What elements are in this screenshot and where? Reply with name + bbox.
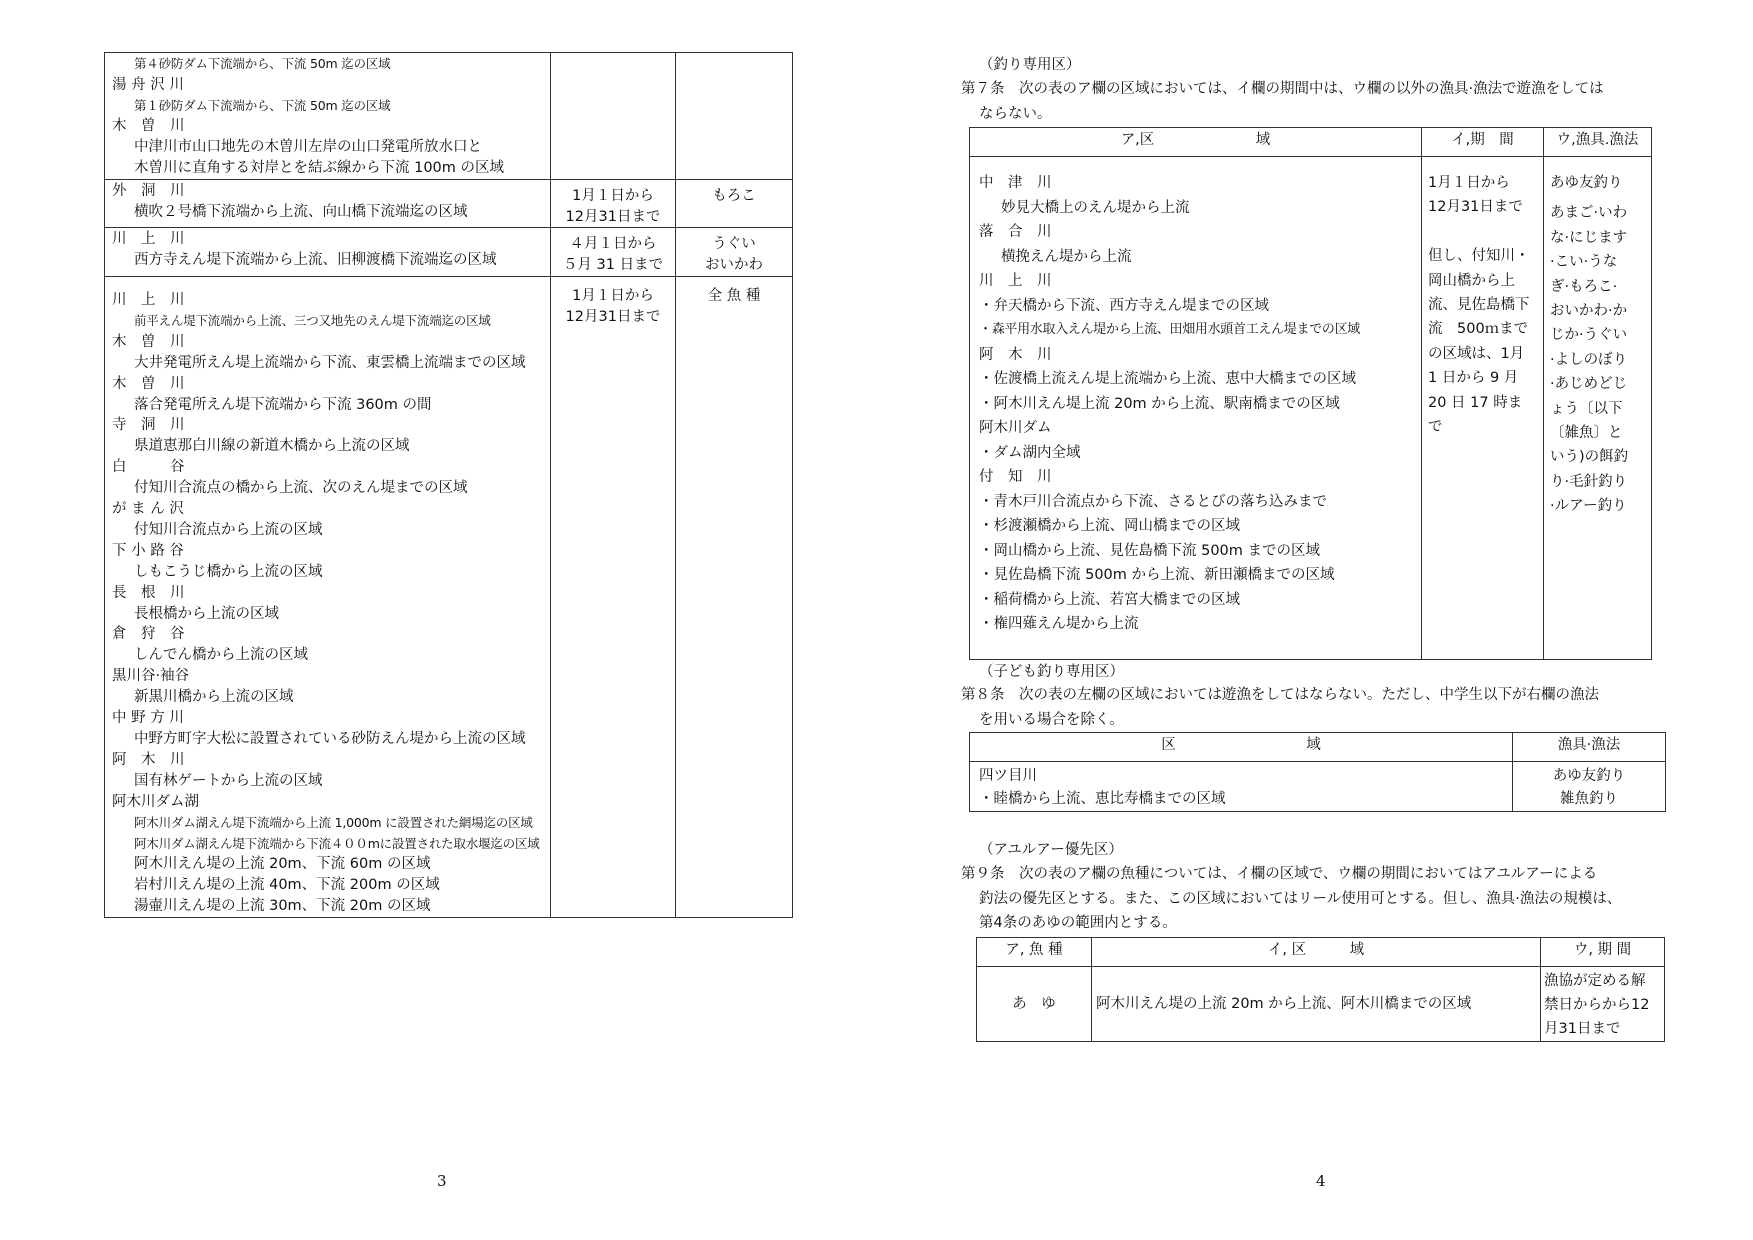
period-line: 禁日からから12 [1544,997,1650,1013]
area-line: 横吹２号橋下流端から上流、向山橋下流端迄の区域 [134,203,468,220]
period-line: 流、見佐島橋下 [1428,297,1530,314]
header-zone: 区 域 [970,733,1513,762]
period-line: ４月１日から [569,236,657,253]
fishing-area-table [104,52,793,918]
area-cell [105,277,550,917]
area-line: ・青木戸川合流点から下流、さるとびの落ち込みまで [979,493,1327,510]
area-line: 木 曽 川 [112,118,185,135]
area-line: 横挽えん堤から上流 [1001,248,1132,265]
area-line: ・権四薙えん堤から上流 [979,616,1139,632]
area-line: 大井発電所えん堤上流端から下流、東雲橋上流端までの区域 [134,354,526,371]
area-line: 倉 狩 谷 [112,626,185,643]
period-cell [1541,967,1664,1041]
species-line: 全 魚 種 [707,287,761,304]
area-line: 岩村川えん堤の上流 40m、下流 200m の区域 [134,877,440,894]
right-page [876,0,1753,1240]
article9-line3: 第4条のあゆの範囲内とする。 [979,915,1177,931]
area-line: 中 野 方 川 [112,710,184,727]
header-gear: 漁具·漁法 [1513,733,1666,762]
gear-line: あまご·いわ [1550,205,1628,222]
area-line: 長 根 川 [112,584,185,601]
species-line: もろこ [712,187,756,204]
area-cell [105,180,550,223]
area-line: 阿木川えん堤の上流 20m、下流 60m の区域 [134,856,431,873]
zone-line: 四ツ目川 [979,768,1037,784]
area-line: 付 知 川 [979,469,1052,485]
species-line: おいかわ [705,257,763,274]
area-line: 川 上 川 [112,291,185,308]
area-line: ・見佐島橋下流 500m から上流、新田瀬橋までの区域 [979,567,1335,583]
area-line: しもこうじ橋から上流の区域 [134,563,323,580]
table-row [105,53,793,180]
header-species: ア, 魚 種 [977,938,1092,967]
area-cell [970,157,1421,637]
area-line: 付知川合流点の橋から上流、次のえん堤までの区域 [134,480,468,497]
area-line: しんでん橋から上流の区域 [134,647,308,664]
period-line: 漁協が定める解 [1544,973,1646,989]
period-line: 12月31日まで [1428,199,1523,216]
article9-line2: 釣法の優先区とする。また、この区域においてはリール使用可とする。但し、漁具·漁法の規模は、 [979,890,1622,907]
species-line: うぐい [712,236,756,253]
area-line: 湯壷川えん堤の上流 30m、下流 20m の区域 [134,898,431,915]
article8-line1: 第８条 次の表の左欄の区域においては遊漁をしてはならない。ただし、中学生以下が右欄の漁法 [961,687,1599,703]
species-cell: あ ゆ [1012,996,1056,1013]
period-line: 20 日 17 時ま [1428,394,1523,411]
gear-line: 雑魚釣り [1560,791,1618,807]
gear-line: ·こい·うな [1550,254,1618,271]
area-line: 付知川合流点から上流の区域 [134,521,323,538]
gear-cell [1513,762,1665,811]
area-cell [105,228,550,271]
section8-heading: （子ども釣り専用区） [979,664,1124,680]
area-line: ・稲荷橋から上流、若宮大橋までの区域 [979,591,1240,608]
area-line: 湯 舟 沢 川 [112,76,184,93]
table-row [105,276,793,917]
period-line: ５月 31 日まで [562,257,664,274]
area-line: 阿木川ダム湖えん堤下流端から上流 1,000m に設置された網場迄の区域 [134,814,533,830]
gear-line: じか·うぐい [1550,327,1628,344]
area-line: ・阿木川えん堤上流 20m から上流、駅南橋までの区域 [979,395,1340,412]
gear-cell [1544,157,1651,519]
period-line: 但し、付知川・ [1428,248,1530,265]
species-cell [676,180,792,207]
header-period: ウ, 期 間 [1541,938,1665,967]
area-line: 妙見大橋上のえん堤から上流 [1001,199,1190,216]
area-cell [105,53,550,179]
period-line: 流 500ｍまで [1428,321,1529,338]
period-line: 1月１日から [1428,175,1510,191]
species-cell [676,53,792,59]
period-line: 岡山橋から上 [1428,272,1515,289]
area-line: 長根橋から上流の区域 [134,605,279,622]
area-line: 西方寺えん堤下流端から上流、旧柳渡橋下流端迄の区域 [134,252,497,269]
article7-line2: ならない。 [979,105,1052,122]
gear-line: おいかわ·か [1550,303,1628,320]
area-line: 阿木川ダム湖 [112,793,199,810]
article9-line1: 第９条 次の表のア欄の魚種については、イ欄の区域で、ウ欄の期間においてはアユルアーによる [961,866,1598,882]
period-line: 12月31日まで [565,308,661,325]
species-cell [676,228,792,276]
area-line: 新黒川橋から上流の区域 [134,689,294,706]
period-line: の区域は、1月 [1428,345,1525,362]
header-period: イ,期 間 [1422,128,1544,157]
period-line: 1月１日から [572,287,654,304]
ayu-lure-zone-table [976,937,1665,1042]
page-number: 4 [1316,1172,1326,1190]
area-line: ・佐渡橋上流えん堤上流端から上流、恵中大橋までの区域 [979,371,1356,387]
gear-line: いう)の餌釣 [1550,449,1629,466]
period-line: 1月１日から [572,187,654,204]
period-cell [551,228,675,276]
period-cell [1422,157,1543,439]
area-line: 第４砂防ダム下流端から、下流 50m 迄の区域 [134,56,391,71]
area-line: 木 曽 川 [112,333,185,350]
table-row [105,228,793,277]
area-line: 落 合 川 [979,224,1052,240]
area-line: 木曽川に直角する対岸とを結ぶ線から下流 100m の区域 [134,159,505,176]
section7-heading: （釣り専用区） [979,57,1081,73]
zone-line: ・睦橋から上流、恵比寿橋までの区域 [979,791,1226,807]
area-line: ・ダム湖内全域 [979,444,1081,461]
area-line: ・森平用水取入えん堤から上流、田畑用水頭首工えん堤までの区域 [979,322,1361,337]
period-cell [551,277,675,328]
gear-line: り·毛針釣り [1550,473,1628,490]
area-line: 寺 洞 川 [112,417,185,434]
area-line: 黒川谷·袖谷 [112,668,190,685]
area-line: 阿 木 川 [979,346,1052,363]
area-line: 下 小 路 谷 [112,542,184,559]
area-line: 白 谷 [112,459,185,476]
species-cell [676,277,792,307]
children-zone-table [969,732,1666,812]
area-line: 落合発電所えん堤下流端から下流 360m の間 [134,396,432,413]
area-line: ・弁天橋から下流、西方寺えん堤までの区域 [979,297,1269,314]
area-line: 県道恵那白川線の新道木橋から上流の区域 [134,438,410,455]
page-number: 3 [437,1172,447,1190]
area-line: 木 曽 川 [112,375,185,392]
gear-line: ょう〔以下 [1550,400,1623,417]
area-line: ・岡山橋から上流、見佐島橋下流 500m までの区域 [979,542,1321,559]
period-cell [551,53,675,59]
area-line: 阿 木 川 [112,751,185,768]
gear-line: な·にじます [1550,229,1628,246]
period-line: 月31日まで [1544,1021,1621,1037]
table-row [105,179,793,228]
gear-line: ·ルアー釣り [1550,498,1627,515]
area-line: が ま ん 沢 [112,501,184,518]
period-line: 1 日から 9 月 [1428,370,1519,387]
fly-fishing-zone-table [969,127,1652,660]
area-cell: 阿木川えん堤の上流 20m から上流、阿木川橋までの区域 [1096,995,1472,1012]
gear-line: 〔雑魚〕と [1550,425,1623,442]
period-line [1428,220,1543,244]
area-line: 前平えん堤下流端から上流、三つ又地先のえん堤下流端迄の区域 [134,312,491,328]
article8-text [961,683,1599,732]
gear-line: ·あじめどじ [1550,376,1628,393]
gear-line: あゆ友釣り [1552,768,1626,784]
header-area: イ, 区 域 [1092,938,1541,967]
area-line: 阿木川ダム湖えん堤下流端から下流４００mに設置された取水堰迄の区域 [134,835,540,851]
left-page [0,0,876,1240]
area-line: 川 上 川 [979,273,1052,289]
area-line: 第１砂防ダム下流端から、下流 50m 迄の区域 [134,97,391,113]
area-line: 国有林ゲートから上流の区域 [134,772,323,789]
article7-line1: 第７条 次の表のア欄の区域においては、イ欄の期間中は、ウ欄の以外の漁具·漁法で遊漁をしては [961,81,1604,97]
gear-line: ·よしのぼり [1550,351,1628,368]
zone-cell [970,762,1512,811]
area-line: 中津川市山口地先の木曽川左岸の山口発電所放水口と [134,139,482,156]
gear-line: あゆ友釣り [1550,175,1623,191]
area-line: 中野方町字大松に設置されている砂防えん堤から上流の区域 [134,731,526,747]
area-line: 阿木川ダム [979,420,1052,436]
period-line: で [1428,419,1443,436]
article9-text [961,862,1621,936]
area-line: 外 洞 川 [112,182,185,199]
article8-line2: を用いる場合を除く。 [979,711,1124,728]
area-line: 川 上 川 [112,231,185,248]
article7-text [961,77,1604,126]
period-cell [551,180,675,228]
area-line: ・杉渡瀬橋から上流、岡山橋までの区域 [979,518,1240,534]
header-gear: ウ,漁具.漁法 [1544,128,1652,157]
area-line: 中 津 川 [979,175,1052,191]
gear-line: ぎ·もろこ· [1550,278,1618,295]
period-line: 12月31日まで [565,208,661,225]
header-area: ア,区 域 [970,128,1422,157]
section9-heading: （アユルアー優先区） [979,842,1123,858]
